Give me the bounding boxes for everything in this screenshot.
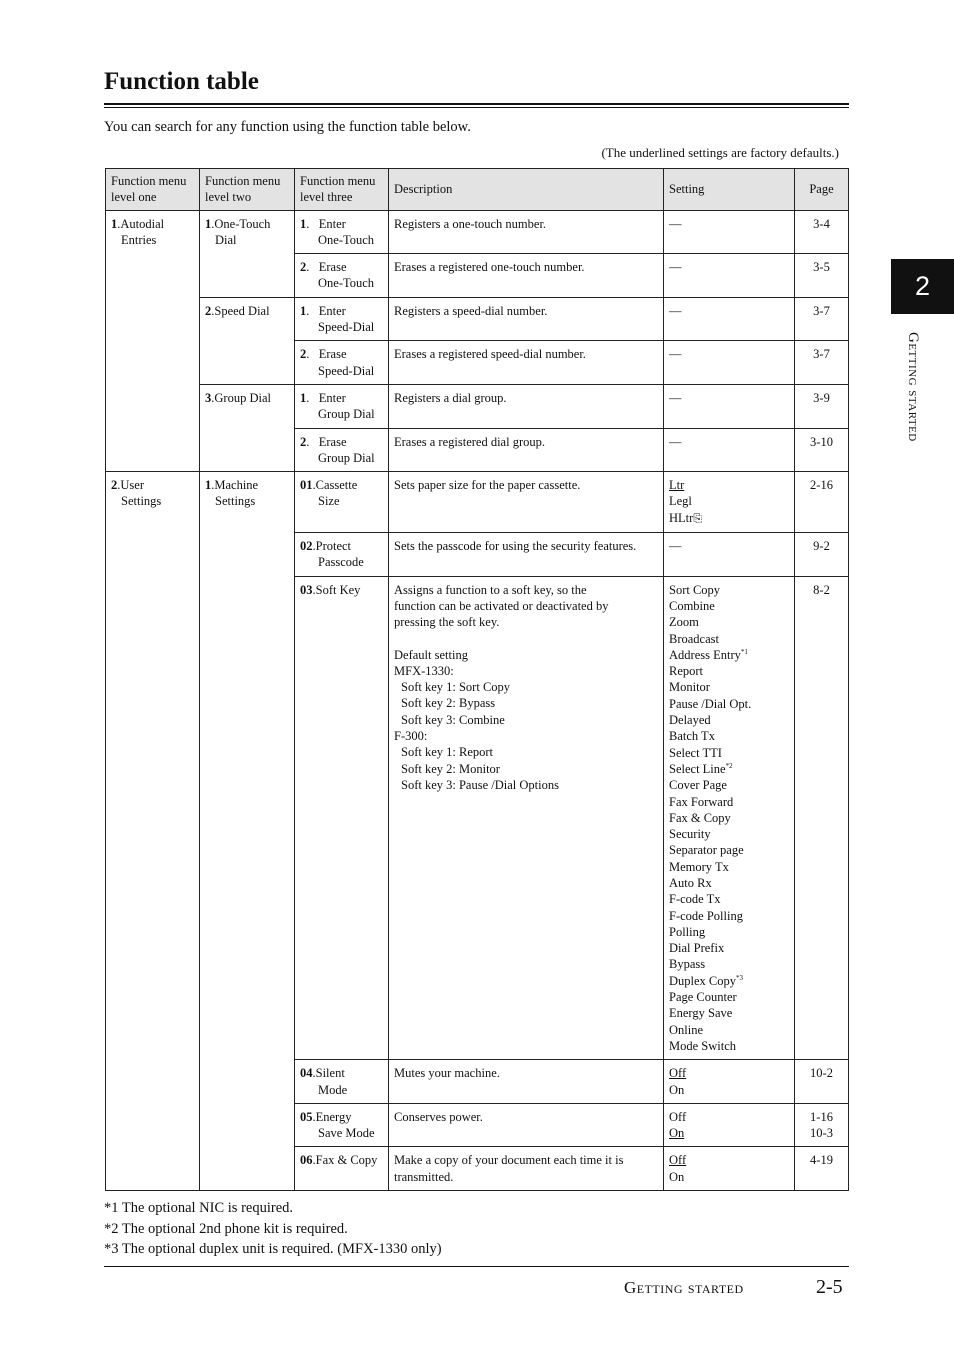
page-cell: 3-9	[795, 384, 849, 428]
description-cell: Erases a registered one-touch number.	[389, 254, 664, 298]
footnote-marker: *2	[725, 761, 733, 770]
header-setting: Setting	[664, 169, 795, 211]
setting-cell	[664, 472, 795, 533]
level-three-cell: 03.Soft Key	[295, 576, 389, 1060]
setting-default: Ltr	[669, 478, 685, 493]
level-three-cell: 2. Erase Group Dial	[295, 428, 389, 472]
level-three-cell: 2. Erase Speed-Dial	[295, 341, 389, 385]
page-title: Function table	[104, 68, 259, 95]
description-cell: Erases a registered dial group.	[389, 428, 664, 472]
level-three-cell: 1. Enter One-Touch	[295, 210, 389, 254]
setting-cell: —	[664, 533, 795, 577]
level-two-cell: 2.Speed Dial	[200, 297, 295, 384]
description-cell: Registers a one-touch number.	[389, 210, 664, 254]
level-three-cell: 02.Protect Passcode	[295, 533, 389, 577]
setting-cell: —	[664, 341, 795, 385]
page-cell: 8-2	[795, 576, 849, 1060]
chapter-tab-label: Getting started	[905, 332, 921, 442]
chapter-tab: 2	[891, 259, 954, 314]
level-two-cell: 1.One-Touch Dial	[200, 210, 295, 297]
page-number: 2-5	[816, 1276, 843, 1298]
title-rule-thin	[104, 107, 849, 108]
page-cell: 3-10	[795, 428, 849, 472]
level-one-cell: 2.User Settings	[106, 472, 200, 1191]
setting-cell: —	[664, 297, 795, 341]
header-page: Page	[795, 169, 849, 211]
setting-cell: Off On	[664, 1060, 795, 1104]
page-cell: 3-4	[795, 210, 849, 254]
footer-section-label: Getting started	[624, 1278, 744, 1297]
landscape-paper-icon: ⎘	[693, 512, 703, 525]
page-cell: 1-16 10-3	[795, 1103, 849, 1147]
level-three-cell: 1. Enter Speed-Dial	[295, 297, 389, 341]
table-header-row	[106, 169, 849, 211]
header-level-one: Function menu level one	[106, 169, 200, 211]
table-row	[106, 297, 849, 341]
level-two-cell: 3.Group Dial	[200, 384, 295, 471]
footnote: *3 The optional duplex unit is required. (MFX-1330 only)	[104, 1241, 442, 1257]
level-three-cell: 2. Erase One-Touch	[295, 254, 389, 298]
description-cell: Mutes your machine.	[389, 1060, 664, 1104]
function-table	[105, 168, 849, 1191]
title-rule	[104, 103, 849, 105]
page-cell: 3-7	[795, 341, 849, 385]
description-cell: Registers a speed-dial number.	[389, 297, 664, 341]
page-cell: 9-2	[795, 533, 849, 577]
table-row	[106, 210, 849, 254]
description-cell: Assigns a function to a soft key, so the function can be activated or deactivated by pressing the soft key. Default setting MFX-1330: Soft key 1: Sort Copy Soft key 2: Bypass Soft key 3: Combine F-300: Soft key 1: Report Soft key 2: Monitor Soft key 3: Pause /Dial Options	[389, 576, 664, 1060]
description-cell: Make a copy of your document each time it is transmitted.	[389, 1147, 664, 1191]
level-three-cell: 01.Cassette Size	[295, 472, 389, 533]
description-cell: Registers a dial group.	[389, 384, 664, 428]
setting-cell: Off On	[664, 1147, 795, 1191]
level-one-cell: 1.Autodial Entries	[106, 210, 200, 472]
description-cell: Erases a registered speed-dial number.	[389, 341, 664, 385]
footnote: *1 The optional NIC is required.	[104, 1200, 294, 1216]
defaults-note: (The underlined settings are factory defaults.)	[601, 145, 839, 160]
level-three-cell: 05.Energy Save Mode	[295, 1103, 389, 1147]
setting-option: Legl	[669, 494, 692, 509]
description-cell: Sets paper size for the paper cassette.	[389, 472, 664, 533]
page-cell: 4-19	[795, 1147, 849, 1191]
header-description: Description	[389, 169, 664, 211]
description-cell: Sets the passcode for using the security features.	[389, 533, 664, 577]
intro-text: You can search for any function using the function table below.	[104, 119, 471, 135]
footnote: *2 The optional 2nd phone kit is required.	[104, 1220, 348, 1237]
level-three-cell: 06.Fax & Copy	[295, 1147, 389, 1191]
page-cell: 3-5	[795, 254, 849, 298]
footnote-marker: *3	[736, 973, 744, 982]
setting-cell: —	[664, 428, 795, 472]
level-three-cell: 04.Silent Mode	[295, 1060, 389, 1104]
level-three-cell: 1. Enter Group Dial	[295, 384, 389, 428]
table-row	[106, 384, 849, 428]
footnotes	[104, 1198, 442, 1260]
page-cell: 2-16	[795, 472, 849, 533]
footnote-marker: *1	[740, 647, 748, 656]
level-two-cell: 1.Machine Settings	[200, 472, 295, 1191]
setting-cell: —	[664, 254, 795, 298]
footer-rule	[104, 1266, 849, 1267]
header-level-three: Function menu level three	[295, 169, 389, 211]
table-row	[106, 472, 849, 533]
setting-cell: Sort Copy Combine Zoom Broadcast Address Entry$^{*1}$ Report Monitor Pause /Dial Opt. Delayed Batch Tx Select TTI Select Line$^{*2}$ Cover Page Fax Forward Fax & Copy Security Separator page Memory Tx Auto Rx F-code Tx F-code Polling Polling Dial Prefix Bypass Duplex Copy$^{*3}$ Page Counter Energy Save Online Mode Switch	[664, 576, 795, 1060]
header-level-two: Function menu level two	[200, 169, 295, 211]
description-cell: Conserves power.	[389, 1103, 664, 1147]
page-cell: 3-7	[795, 297, 849, 341]
setting-cell: Off On	[664, 1103, 795, 1147]
setting-cell: —	[664, 210, 795, 254]
setting-cell: —	[664, 384, 795, 428]
page-cell: 10-2	[795, 1060, 849, 1104]
setting-option: HLtr⎘	[669, 510, 703, 525]
